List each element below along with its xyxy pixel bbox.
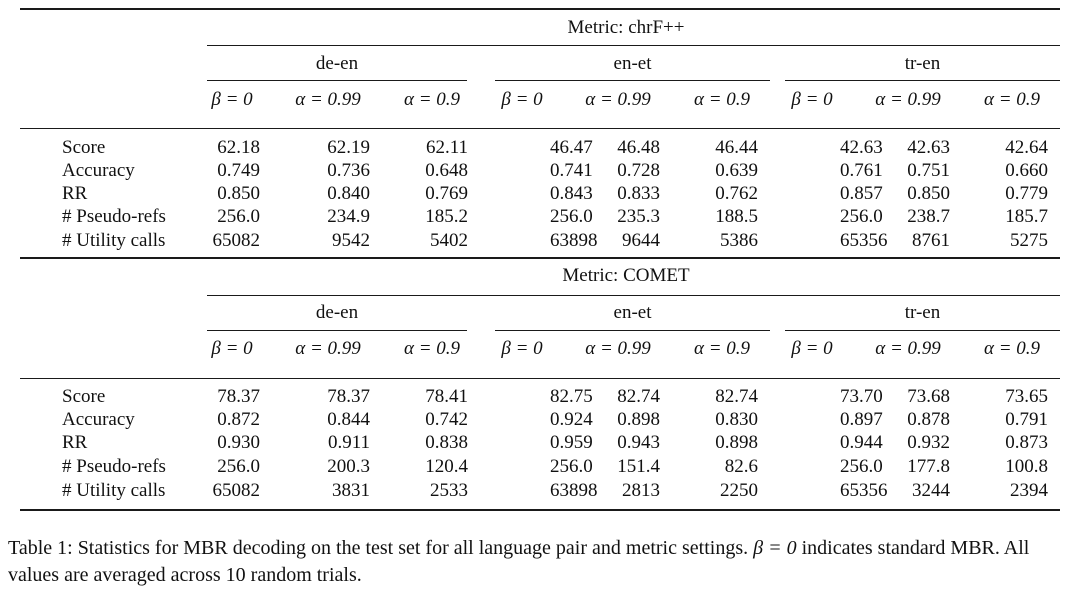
metric-underline: [207, 45, 1060, 46]
table-cell: 188.5: [715, 206, 758, 227]
table-cell: 0.762: [715, 183, 758, 204]
table-cell: 82.75: [550, 386, 593, 407]
language-pair-underline: [495, 330, 770, 331]
table-cell: 256.0: [550, 456, 593, 477]
language-pair-header: tr-en: [904, 53, 941, 74]
table-cell: 2813: [622, 480, 660, 501]
table-cell: 185.7: [1005, 206, 1048, 227]
table-cell: 5402: [430, 230, 468, 251]
table-cell: 73.65: [1005, 386, 1048, 407]
table-rule-bottom: [20, 509, 1060, 511]
table-cell: 0.873: [1005, 432, 1048, 453]
table-cell: 256.0: [550, 206, 593, 227]
setting-header: α = 0.9: [403, 338, 461, 359]
table-cell: 62.18: [217, 137, 260, 158]
table-cell: 9542: [332, 230, 370, 251]
table-cell: 0.930: [217, 432, 260, 453]
table-cell: 82.6: [724, 456, 758, 477]
setting-header: α = 0.9: [983, 89, 1041, 110]
metric-title: Metric: chrF++: [567, 17, 685, 38]
table-cell: 256.0: [217, 206, 260, 227]
metric-underline: [207, 295, 1060, 296]
table-cell: 0.872: [217, 409, 260, 430]
table-cell: 0.779: [1005, 183, 1048, 204]
row-label: # Utility calls: [62, 480, 166, 501]
setting-header: β = 0: [791, 338, 833, 359]
table-cell: 0.741: [550, 160, 593, 181]
table-cell: 78.37: [217, 386, 260, 407]
row-label: # Utility calls: [62, 230, 166, 251]
caption-text-before: Table 1: Statistics for MBR decoding on the test set for all language pair and metric settings.: [8, 537, 754, 559]
table-cell: 185.2: [425, 206, 468, 227]
table-cell: 73.70: [840, 386, 883, 407]
table-cell: 0.742: [425, 409, 468, 430]
table-cell: 65356: [840, 230, 888, 251]
table-cell: 234.9: [327, 206, 370, 227]
language-pair-underline: [495, 80, 770, 81]
table-cell: 8761: [912, 230, 950, 251]
table-cell: 0.844: [327, 409, 370, 430]
metric-title: Metric: COMET: [562, 265, 690, 286]
table-cell: 62.11: [425, 137, 468, 158]
table-cell: 0.943: [617, 432, 660, 453]
setting-header: α = 0.99: [295, 89, 361, 110]
table-cell: 0.728: [617, 160, 660, 181]
table-rule-top: [20, 257, 1060, 259]
table-cell: 0.833: [617, 183, 660, 204]
row-label: Score: [62, 386, 106, 407]
table-cell: 256.0: [217, 456, 260, 477]
table-cell: 235.3: [617, 206, 660, 227]
setting-header: α = 0.99: [875, 89, 941, 110]
table-cell: 5275: [1010, 230, 1048, 251]
setting-header: β = 0: [211, 89, 253, 110]
table-cell: 0.749: [217, 160, 260, 181]
table-cell: 65356: [840, 480, 888, 501]
language-pair-underline: [785, 80, 1060, 81]
table-cell: 0.878: [907, 409, 950, 430]
caption-text-after: indicates standard MBR. All values are averaged across 10 random trials.: [8, 537, 1030, 586]
table-cell: 0.736: [327, 160, 370, 181]
table-cell: 0.639: [715, 160, 758, 181]
table-cell: 78.37: [327, 386, 370, 407]
table-cell: 82.74: [617, 386, 660, 407]
setting-header: α = 0.99: [875, 338, 941, 359]
table-cell: 0.761: [840, 160, 883, 181]
language-pair-header: de-en: [315, 53, 359, 74]
table-cell: 0.959: [550, 432, 593, 453]
setting-header: α = 0.99: [585, 338, 651, 359]
language-pair-header: tr-en: [904, 302, 941, 323]
setting-header: β = 0: [501, 338, 543, 359]
table-cell: 0.769: [425, 183, 468, 204]
table-cell: 0.840: [327, 183, 370, 204]
table-cell: 0.857: [840, 183, 883, 204]
table-cell: 73.68: [907, 386, 950, 407]
table-cell: 46.44: [715, 137, 758, 158]
table-cell: 2533: [430, 480, 468, 501]
row-label: RR: [62, 183, 88, 204]
table-cell: 177.8: [907, 456, 950, 477]
language-pair-header: de-en: [315, 302, 359, 323]
table-rule-top: [20, 8, 1060, 10]
setting-header: α = 0.9: [693, 338, 751, 359]
table-cell: 78.41: [425, 386, 468, 407]
row-label: # Pseudo-refs: [62, 456, 166, 477]
caption-math: β = 0: [753, 537, 797, 559]
row-label: # Pseudo-refs: [62, 206, 166, 227]
setting-header: α = 0.99: [585, 89, 651, 110]
table-cell: 100.8: [1005, 456, 1048, 477]
table-cell: 2250: [720, 480, 758, 501]
table-cell: 0.932: [907, 432, 950, 453]
row-label: Accuracy: [62, 160, 135, 181]
row-label: Score: [62, 137, 106, 158]
setting-header: α = 0.99: [295, 338, 361, 359]
header-rule: [20, 378, 1060, 379]
table-cell: 2394: [1010, 480, 1048, 501]
table-cell: 0.911: [327, 432, 370, 453]
table-cell: 120.4: [425, 456, 468, 477]
table-cell: 0.944: [840, 432, 883, 453]
language-pair-header: en-et: [613, 53, 652, 74]
table-cell: 46.48: [617, 137, 660, 158]
table-cell: 200.3: [327, 456, 370, 477]
setting-header: α = 0.9: [403, 89, 461, 110]
table-cell: 42.63: [840, 137, 883, 158]
table-cell: 65082: [212, 230, 260, 251]
table-cell: 256.0: [840, 456, 883, 477]
setting-header: β = 0: [501, 89, 543, 110]
row-label: RR: [62, 432, 88, 453]
language-pair-underline: [785, 330, 1060, 331]
table-cell: 0.660: [1005, 160, 1048, 181]
setting-header: β = 0: [791, 89, 833, 110]
table-cell: 0.897: [840, 409, 883, 430]
setting-header: α = 0.9: [693, 89, 751, 110]
language-pair-underline: [207, 330, 467, 331]
language-pair-header: en-et: [613, 302, 652, 323]
table-cell: 0.850: [907, 183, 950, 204]
table-cell: 63898: [550, 480, 598, 501]
table-cell: 3244: [912, 480, 950, 501]
table-cell: 0.838: [425, 432, 468, 453]
table-cell: 42.63: [907, 137, 950, 158]
table-cell: 46.47: [550, 137, 593, 158]
table-cell: 3831: [332, 480, 370, 501]
table-cell: 151.4: [617, 456, 660, 477]
table-cell: 0.924: [550, 409, 593, 430]
table-cell: 0.898: [617, 409, 660, 430]
table-cell: 42.64: [1005, 137, 1048, 158]
table-cell: 63898: [550, 230, 598, 251]
header-rule: [20, 128, 1060, 129]
language-pair-underline: [207, 80, 467, 81]
table-cell: 0.898: [715, 432, 758, 453]
table-cell: 0.751: [907, 160, 950, 181]
setting-header: β = 0: [211, 338, 253, 359]
table-cell: 0.830: [715, 409, 758, 430]
table-cell: 0.843: [550, 183, 593, 204]
setting-header: α = 0.9: [983, 338, 1041, 359]
table-cell: 82.74: [715, 386, 758, 407]
table-cell: 256.0: [840, 206, 883, 227]
table-cell: 238.7: [907, 206, 950, 227]
table-cell: 0.791: [1005, 409, 1048, 430]
table-cell: 9644: [622, 230, 660, 251]
table-cell: 5386: [720, 230, 758, 251]
table-cell: 0.648: [425, 160, 468, 181]
table-cell: 62.19: [327, 137, 370, 158]
table-cell: 0.850: [217, 183, 260, 204]
row-label: Accuracy: [62, 409, 135, 430]
table-cell: 65082: [212, 480, 260, 501]
table-caption: [8, 535, 1076, 589]
